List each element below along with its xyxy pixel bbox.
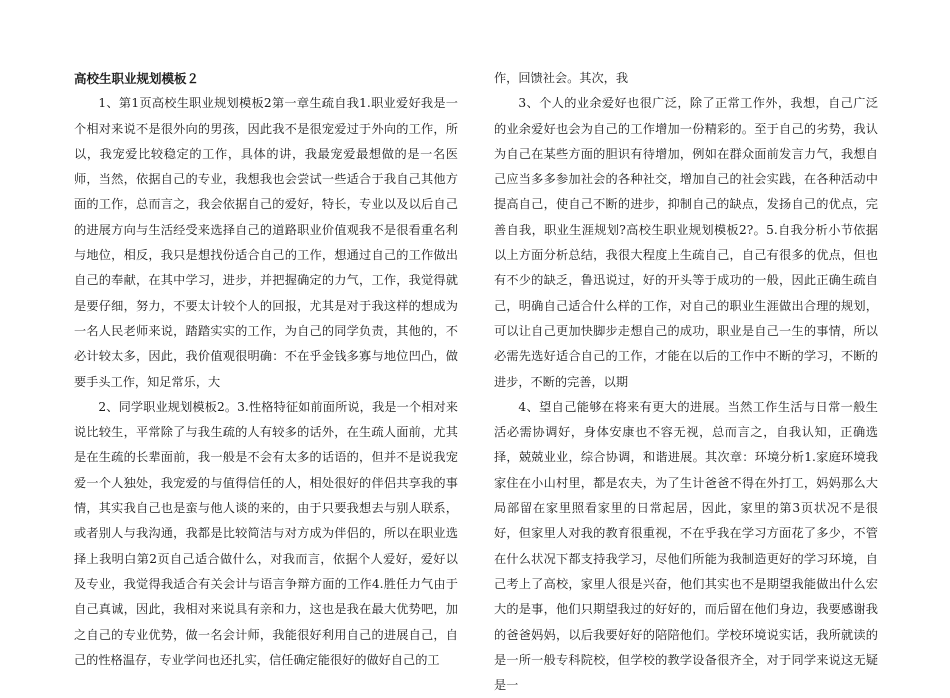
paragraph-3: 3、个人的业余爱好也很广泛，除了正常工作外，我想，自己广泛的业余爱好也会为自己的工作增加一份精彩的。至于自己的劣势，我认为自己在某些方面的胆识有待增加，例如在群众面前发言力气，我想自己应当多多参加社会的各种社交，增加自己的社会实践，在各种活动中提高自己，使自己不断的进步，抑制自己的缺点，发扬自己的优点，完善自我，职业生涯规划?高校生职业规划模板2?。5.自我分析小节依据以上方面分析总结，我很大程度上生疏自己，自己有很多的优点，但也有不少的缺乏，鲁迅说过，好的开头等于成功的一般，因此正确生疏自己，明确自己适合什么样的工作，对自己的职业生涯做出合理的规划，可以让自己更加快脚步走想自己的成功，职业是自己一生的事情，所以必需先选好适合自己的工作，才能在以后的工作中不断的学习，不断的进步，不断的完善，以期 [494, 96, 878, 389]
paragraph-continuation: 作，回馈社会。其次，我 [494, 71, 629, 85]
left-column [74, 66, 458, 673]
right-column [494, 66, 878, 698]
paragraph-2: 2、同学职业规划模板2。3.性格特征如前面所说，我是一个相对来说比较生，平常除了与我生疏的人有较多的话外，在生疏人面前，尤其是在生疏的长辈面前，我一般是不会有太多的话语的，但并不是说我宠爱一个人独处，我宠爱的与值得信任的人，相处很好的伴侣共享我的事情，其实我自己也是蛮与他人谈的来的，由于只要我想去与别人联系，或者别人与我沟通，我都是比较简洁与对方成为伴侣的，所以在职业选择上我明白第2页自己适合做什么，对我而言，依据个人爱好，爱好以及专业，我觉得我适合有关会计与语言争辩方面的工作4.胜任力气由于自己真诚，因此，我相对来说具有亲和力，这也是我在最大优势吧，加之自己的专业优势，做一名会计师，我能很好利用自己的进展自己，自己的性格温存，专业学问也还扎实，信任确定能很好的做好自己的工 [74, 399, 458, 667]
document-title: 高校生职业规划模板２ [74, 71, 200, 86]
paragraph-1: 1、第1页高校生职业规划模板2第一章生疏自我1.职业爱好我是一个相对来说不是很外向的男孩，因此我不是很宠爱过于外向的工作，所以，我宠爱比较稳定的工作，具体的讲，我最宠爱最想做的是一名医师，当然，依据自己的专业，我想我也会尝试一些适合于我自己其他方面的工作，总而言之，我会依据自己的爱好，特长，专业以及以后自己的进展方向与生活经受来选择自己的道路职业价值观我不是很看重名利与地位，相反，我只是想找份适合自己的工作，想通过自己的工作做出自己的奉献，在其中学习，进步，并把握确定的力气，工作，我觉得就是要仔细，努力，不要太计较个人的回报，尤其是对于我这样的想成为一名人民老师来说，踏踏实实的工作，为自己的同学负责，其他的，不必计较太多，因此，我价值观很明确：不在乎金钱多寡与地位凹凸，做要手头工作，知足常乐，大 [74, 96, 458, 389]
paragraph-4: 4、望自己能够在将来有更大的进展。当然工作生活与日常一般生活必需协调好，身体安康也不容无视，总而言之，自我认知，正确选择，兢兢业业，综合协调，和谐进展。其次章：环境分析1.家庭环境我家住在小山村里，都是农夫，为了生计爸爸不得在外打工，妈妈那么大局部留在家里照看家里的日常起居，因此，家里的第3页状况不是很好，但家里人对我的教育很重视，不在乎我在学习方面花了多少，不管在什么状况下都支持我学习，尽他们所能为我制造更好的学习环境，自己考上了高校，家里人很是兴奋，他们其实也不是期望我能做出什么宏大的是事，他们只期望我过的好好的，而后留在他们身边，我要感谢我的爸爸妈妈，以后我要好好的陪陪他们。学校环境说实话，我所就读的是一所一般专科院校，但学校的教学设备很齐全，对于同学来说这无疑是一 [494, 399, 878, 693]
